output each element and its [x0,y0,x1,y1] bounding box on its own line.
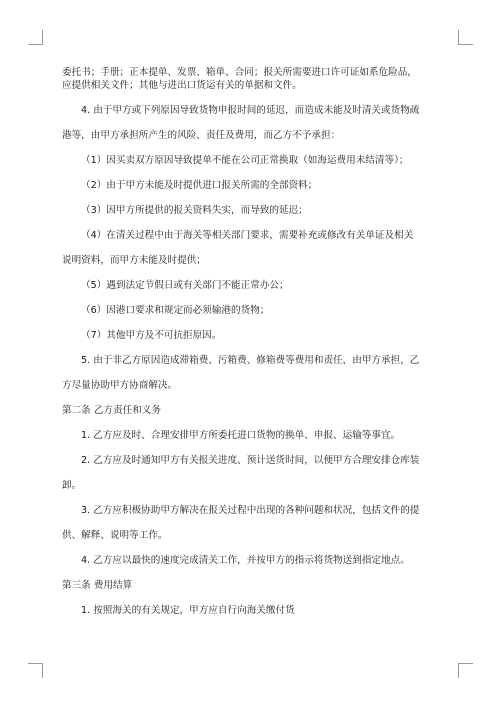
paragraph [62,154,440,167]
text-line: （3）因甲方所提供的报关资料失实，而导致的延迟； [81,205,308,216]
text-line: （7）其他甲方及不可抗拒原因。 [81,330,222,341]
paragraph [62,279,440,292]
crop-mark-bottom-left [28,663,43,678]
text-line: 应提供相关文件；其他与进出口货运有关的单据和文件。 [62,80,302,91]
text-line: 供、解释、说明等工作。 [62,530,168,541]
text-line: 委托书；手册；正本提单、发票、箱单、合同；报关所需要进口许可证如系危险品， [62,67,417,78]
text-line: 1. 乙方应及时、合理安排甲方所委托进口货物的换单、申报、运输等事宜。 [81,430,401,441]
text-line: （2）由于甲方未能及时提供进口报关所需的全部资料； [81,180,318,191]
text-line: 第三条 费用结算 [62,580,133,591]
text-line: （6）因港口要求和规定而必须输港的货物； [81,305,270,316]
crop-mark-bottom-right [458,663,473,678]
text-line: 4. 由于甲方或下列原因导致货物申报时间的延迟，而造成未能及时清关或货物疏 [81,105,420,116]
text-line: （5）遇到法定节假日或有关部门不能正常办公； [81,280,289,291]
paragraph [62,329,440,342]
paragraph [62,179,440,192]
paragraph [62,104,440,142]
text-line: 港等，由甲方承担所产生的风险、责任及费用，而乙方不予承担： [62,130,341,141]
paragraph [62,504,440,542]
text-line: （4）在清关过程中由于海关等相关部门要求，需要补充或修改有关单证及相关 [81,230,414,241]
text-line: 5. 由于非乙方原因造成滞箱费、污箱费、修箱费等费用和责任，由甲方承担，乙 [81,355,420,366]
paragraph [62,604,440,617]
paragraph [62,554,440,567]
text-line: 说明资料，而甲方未能及时提供； [62,255,206,266]
text-line: （1）因买卖双方原因导致提单不能在公司正常换取（如海运费用未结清等）； [81,155,409,166]
crop-mark-top-left [28,30,43,45]
section-heading [62,579,440,592]
paragraph [62,429,440,442]
crop-mark-top-right [458,30,473,45]
text-line: 卸。 [62,480,82,491]
paragraph [62,204,440,217]
text-line: 方尽量协助甲方协商解决。 [62,380,178,391]
paragraph [62,354,440,392]
paragraph [62,66,440,92]
document-body [62,66,440,617]
text-line: 4. 乙方应以最快的速度完成清关工作，并按甲方的指示将货物送到指定地点。 [81,555,410,566]
section-heading [62,404,440,417]
text-line: 2. 乙方应及时通知甲方有关报关进度、预计送货时间，以便甲方合理安排仓库装 [81,455,420,466]
text-line: 1. 按照海关的有关规定，甲方应自行向海关缴付货 [81,605,295,616]
paragraph [62,454,440,492]
paragraph [62,304,440,317]
text-line: 第二条 乙方责任和义务 [62,405,161,416]
paragraph [62,229,440,267]
text-line: 3. 乙方应积极协助甲方解决在报关过程中出现的各种问题和状况，包括文件的提 [81,505,420,516]
